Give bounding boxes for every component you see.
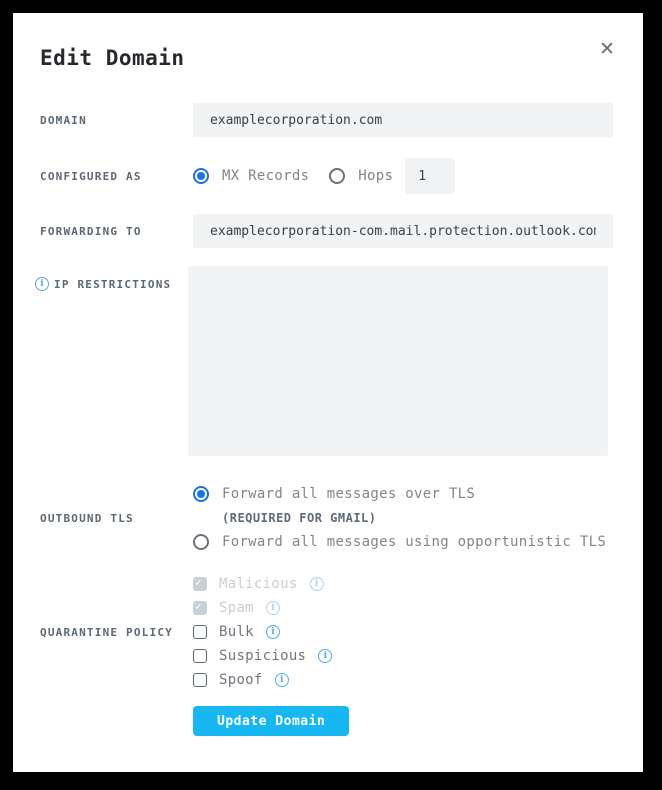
configured-as-row bbox=[40, 158, 613, 194]
hops-radio[interactable] bbox=[329, 168, 393, 184]
ip-restrictions-textarea[interactable] bbox=[188, 266, 608, 456]
modal-header bbox=[40, 38, 615, 70]
checkbox-unchecked-icon[interactable] bbox=[193, 649, 207, 663]
radio-unselected-icon[interactable] bbox=[193, 534, 209, 550]
domain-row bbox=[40, 103, 613, 137]
hops-label: Hops bbox=[358, 168, 394, 184]
info-icon[interactable]: i bbox=[266, 625, 280, 639]
radio-selected-icon[interactable] bbox=[193, 486, 209, 502]
mx-records-label: MX Records bbox=[222, 168, 310, 184]
info-icon[interactable]: i bbox=[318, 649, 332, 663]
ip-restrictions-row bbox=[40, 266, 613, 460]
tls-required-label: Forward all messages over TLS bbox=[222, 486, 476, 502]
info-icon[interactable]: i bbox=[35, 277, 49, 291]
spam-label: Spam bbox=[219, 600, 254, 616]
tls-opportunistic-radio[interactable] bbox=[193, 530, 613, 554]
info-icon[interactable]: i bbox=[310, 577, 324, 591]
forwarding-to-input[interactable] bbox=[193, 214, 613, 248]
tls-required-radio[interactable] bbox=[193, 482, 613, 506]
ip-restrictions-label: IP RESTRICTIONS bbox=[54, 277, 172, 291]
spam-checkbox-row bbox=[193, 596, 613, 620]
tls-opportunistic-label: Forward all messages using opportunistic TLS bbox=[222, 534, 607, 550]
radio-selected-icon[interactable] bbox=[193, 168, 209, 184]
bulk-checkbox-row[interactable] bbox=[193, 620, 613, 644]
quarantine-policy-label: QUARANTINE POLICY bbox=[40, 625, 173, 639]
modal-title: Edit Domain bbox=[40, 46, 185, 70]
hops-count-input[interactable] bbox=[405, 158, 455, 194]
suspicious-label: Suspicious bbox=[219, 648, 307, 664]
update-domain-button[interactable]: Update Domain bbox=[193, 706, 349, 736]
outbound-tls-label: OUTBOUND TLS bbox=[40, 511, 134, 525]
domain-label: DOMAIN bbox=[40, 113, 87, 127]
checkbox-unchecked-icon[interactable] bbox=[193, 625, 207, 639]
checkbox-checked-icon bbox=[193, 577, 207, 591]
info-icon[interactable]: i bbox=[266, 601, 280, 615]
outbound-tls-row bbox=[40, 482, 613, 554]
domain-input[interactable] bbox=[193, 103, 613, 137]
close-icon[interactable]: ✕ bbox=[599, 38, 615, 60]
quarantine-policy-row bbox=[40, 572, 613, 692]
info-icon[interactable]: i bbox=[275, 673, 289, 687]
mx-records-radio[interactable] bbox=[193, 168, 309, 184]
suspicious-checkbox-row[interactable] bbox=[193, 644, 613, 668]
forwarding-to-label: FORWARDING TO bbox=[40, 224, 142, 238]
malicious-checkbox-row bbox=[193, 572, 613, 596]
edit-domain-modal bbox=[13, 13, 643, 772]
bulk-label: Bulk bbox=[219, 624, 254, 640]
spoof-label: Spoof bbox=[219, 672, 263, 688]
spoof-checkbox-row[interactable] bbox=[193, 668, 613, 692]
radio-unselected-icon[interactable] bbox=[329, 168, 345, 184]
malicious-label: Malicious bbox=[219, 576, 298, 592]
tls-required-note: (REQUIRED FOR GMAIL) bbox=[222, 511, 377, 525]
configured-as-label: CONFIGURED AS bbox=[40, 169, 142, 183]
forwarding-to-row bbox=[40, 214, 613, 248]
checkbox-checked-icon bbox=[193, 601, 207, 615]
checkbox-unchecked-icon[interactable] bbox=[193, 673, 207, 687]
